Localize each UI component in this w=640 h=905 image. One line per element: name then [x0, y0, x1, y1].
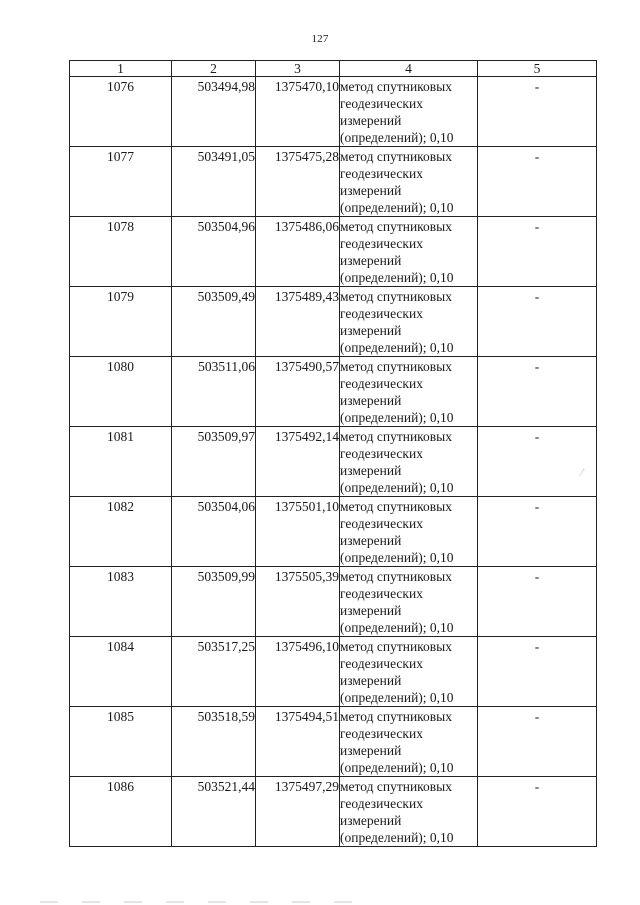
x-coordinate-cell-text: 503518,59: [197, 709, 255, 724]
table-row: [70, 357, 597, 427]
y-coordinate-cell: [256, 637, 340, 707]
method-cell-text: метод спутниковых геодезических измерений (определений); 0,10: [340, 219, 454, 285]
y-coordinate-cell: [256, 497, 340, 567]
method-cell: [340, 567, 478, 637]
note-cell: [478, 567, 597, 637]
point-number-cell: [70, 497, 172, 567]
point-number-cell: [70, 567, 172, 637]
point-number-cell-text: 1081: [107, 429, 134, 444]
note-cell-text: -: [534, 499, 540, 514]
page-number: 127: [311, 33, 329, 45]
note-cell: [478, 497, 597, 567]
method-cell: [340, 287, 478, 357]
x-coordinate-cell: [172, 707, 256, 777]
coordinates-table: [69, 60, 597, 847]
y-coordinate-cell: [256, 777, 340, 847]
note-cell-text: -: [534, 219, 540, 234]
point-number-cell-text: 1083: [107, 569, 134, 584]
x-coordinate-cell-text: 503504,06: [197, 499, 255, 514]
table-row: [70, 637, 597, 707]
method-cell: [340, 357, 478, 427]
y-coordinate-cell-text: 1375486,06: [274, 219, 339, 234]
point-number-cell: [70, 357, 172, 427]
column-header-3: 3: [256, 61, 340, 77]
x-coordinate-cell-text: 503509,99: [197, 569, 255, 584]
note-cell-text: -: [534, 709, 540, 724]
note-cell-text: -: [534, 569, 540, 584]
point-number-cell-text: 1076: [107, 79, 134, 94]
method-cell-text: метод спутниковых геодезических измерений (определений); 0,10: [340, 359, 454, 425]
table-row: [70, 287, 597, 357]
point-number-cell: [70, 147, 172, 217]
method-cell-text: метод спутниковых геодезических измерений (определений); 0,10: [340, 149, 454, 215]
x-coordinate-cell: [172, 357, 256, 427]
note-cell: [478, 777, 597, 847]
note-cell: [478, 427, 597, 497]
method-cell-text: метод спутниковых геодезических измерений (определений); 0,10: [340, 709, 454, 775]
table-body: [70, 77, 597, 847]
x-coordinate-cell: [172, 637, 256, 707]
method-cell: [340, 637, 478, 707]
x-coordinate-cell: [172, 497, 256, 567]
point-number-cell-text: 1077: [107, 149, 134, 164]
note-cell-text: -: [534, 429, 540, 444]
y-coordinate-cell-text: 1375505,39: [274, 569, 339, 584]
x-coordinate-cell: [172, 147, 256, 217]
method-cell: [340, 147, 478, 217]
column-header-4: 4: [340, 61, 478, 77]
point-number-cell: [70, 707, 172, 777]
y-coordinate-cell-text: 1375492,14: [274, 429, 339, 444]
x-coordinate-cell-text: 503509,49: [197, 289, 255, 304]
note-cell-text: -: [534, 289, 540, 304]
x-coordinate-cell-text: 503521,44: [197, 779, 255, 794]
note-cell: [478, 637, 597, 707]
column-header-2: 2: [172, 61, 256, 77]
column-header-5: 5: [478, 61, 597, 77]
point-number-cell-text: 1078: [107, 219, 134, 234]
method-cell-text: метод спутниковых геодезических измерений (определений); 0,10: [340, 289, 454, 355]
point-number-cell-text: 1085: [107, 709, 134, 724]
y-coordinate-cell: [256, 217, 340, 287]
point-number-cell-text: 1084: [107, 639, 134, 654]
point-number-cell-text: 1079: [107, 289, 134, 304]
point-number-cell: [70, 777, 172, 847]
note-cell: [478, 357, 597, 427]
table-row: [70, 497, 597, 567]
x-coordinate-cell-text: 503494,98: [197, 79, 255, 94]
method-cell-text: метод спутниковых геодезических измерений (определений); 0,10: [340, 779, 454, 845]
table-row: [70, 777, 597, 847]
method-cell: [340, 497, 478, 567]
method-cell-text: метод спутниковых геодезических измерений (определений); 0,10: [340, 79, 454, 145]
note-cell-text: -: [534, 359, 540, 374]
method-cell-text: метод спутниковых геодезических измерений (определений); 0,10: [340, 429, 454, 495]
y-coordinate-cell-text: 1375496,10: [274, 639, 339, 654]
table-row: [70, 427, 597, 497]
method-cell-text: метод спутниковых геодезических измерений (определений); 0,10: [340, 499, 454, 565]
y-coordinate-cell: [256, 287, 340, 357]
note-cell-text: -: [534, 149, 540, 164]
x-coordinate-cell-text: 503491,05: [197, 149, 255, 164]
note-cell: [478, 707, 597, 777]
x-coordinate-cell-text: 503517,25: [197, 639, 255, 654]
method-cell: [340, 427, 478, 497]
table-row: [70, 217, 597, 287]
table-row: [70, 147, 597, 217]
note-cell-text: -: [534, 779, 540, 794]
y-coordinate-cell-text: 1375470,10: [274, 79, 339, 94]
point-number-cell: [70, 287, 172, 357]
point-number-cell-text: 1080: [107, 359, 134, 374]
table-row: [70, 77, 597, 147]
y-coordinate-cell-text: 1375497,29: [274, 779, 339, 794]
x-coordinate-cell: [172, 217, 256, 287]
y-coordinate-cell: [256, 147, 340, 217]
method-cell: [340, 777, 478, 847]
table-row: [70, 707, 597, 777]
x-coordinate-cell: [172, 427, 256, 497]
point-number-cell: [70, 217, 172, 287]
point-number-cell: [70, 77, 172, 147]
point-number-cell: [70, 427, 172, 497]
point-number-cell-text: 1086: [107, 779, 134, 794]
note-cell: [478, 77, 597, 147]
y-coordinate-cell: [256, 357, 340, 427]
y-coordinate-cell-text: 1375475,28: [274, 149, 339, 164]
y-coordinate-cell: [256, 707, 340, 777]
column-header-1: 1: [70, 61, 172, 77]
y-coordinate-cell-text: 1375494,51: [274, 709, 339, 724]
x-coordinate-cell-text: 503509,97: [197, 429, 255, 444]
y-coordinate-cell-text: 1375489,43: [274, 289, 339, 304]
table-row: [70, 567, 597, 637]
x-coordinate-cell-text: 503504,96: [197, 219, 255, 234]
method-cell: [340, 77, 478, 147]
table-header-row: [70, 61, 597, 77]
method-cell: [340, 707, 478, 777]
note-cell-text: -: [534, 79, 540, 94]
x-coordinate-cell-text: 503511,06: [198, 359, 255, 374]
x-coordinate-cell: [172, 77, 256, 147]
x-coordinate-cell: [172, 777, 256, 847]
y-coordinate-cell: [256, 567, 340, 637]
y-coordinate-cell: [256, 427, 340, 497]
y-coordinate-cell: [256, 77, 340, 147]
note-cell: [478, 147, 597, 217]
method-cell: [340, 217, 478, 287]
note-cell: [478, 217, 597, 287]
note-cell-text: -: [534, 639, 540, 654]
x-coordinate-cell: [172, 567, 256, 637]
point-number-cell-text: 1082: [107, 499, 134, 514]
scan-bleed-through: [40, 901, 360, 903]
point-number-cell: [70, 637, 172, 707]
x-coordinate-cell: [172, 287, 256, 357]
note-cell: [478, 287, 597, 357]
method-cell-text: метод спутниковых геодезических измерений (определений); 0,10: [340, 569, 454, 635]
y-coordinate-cell-text: 1375501,10: [274, 499, 339, 514]
y-coordinate-cell-text: 1375490,57: [274, 359, 339, 374]
method-cell-text: метод спутниковых геодезических измерений (определений); 0,10: [340, 639, 454, 705]
